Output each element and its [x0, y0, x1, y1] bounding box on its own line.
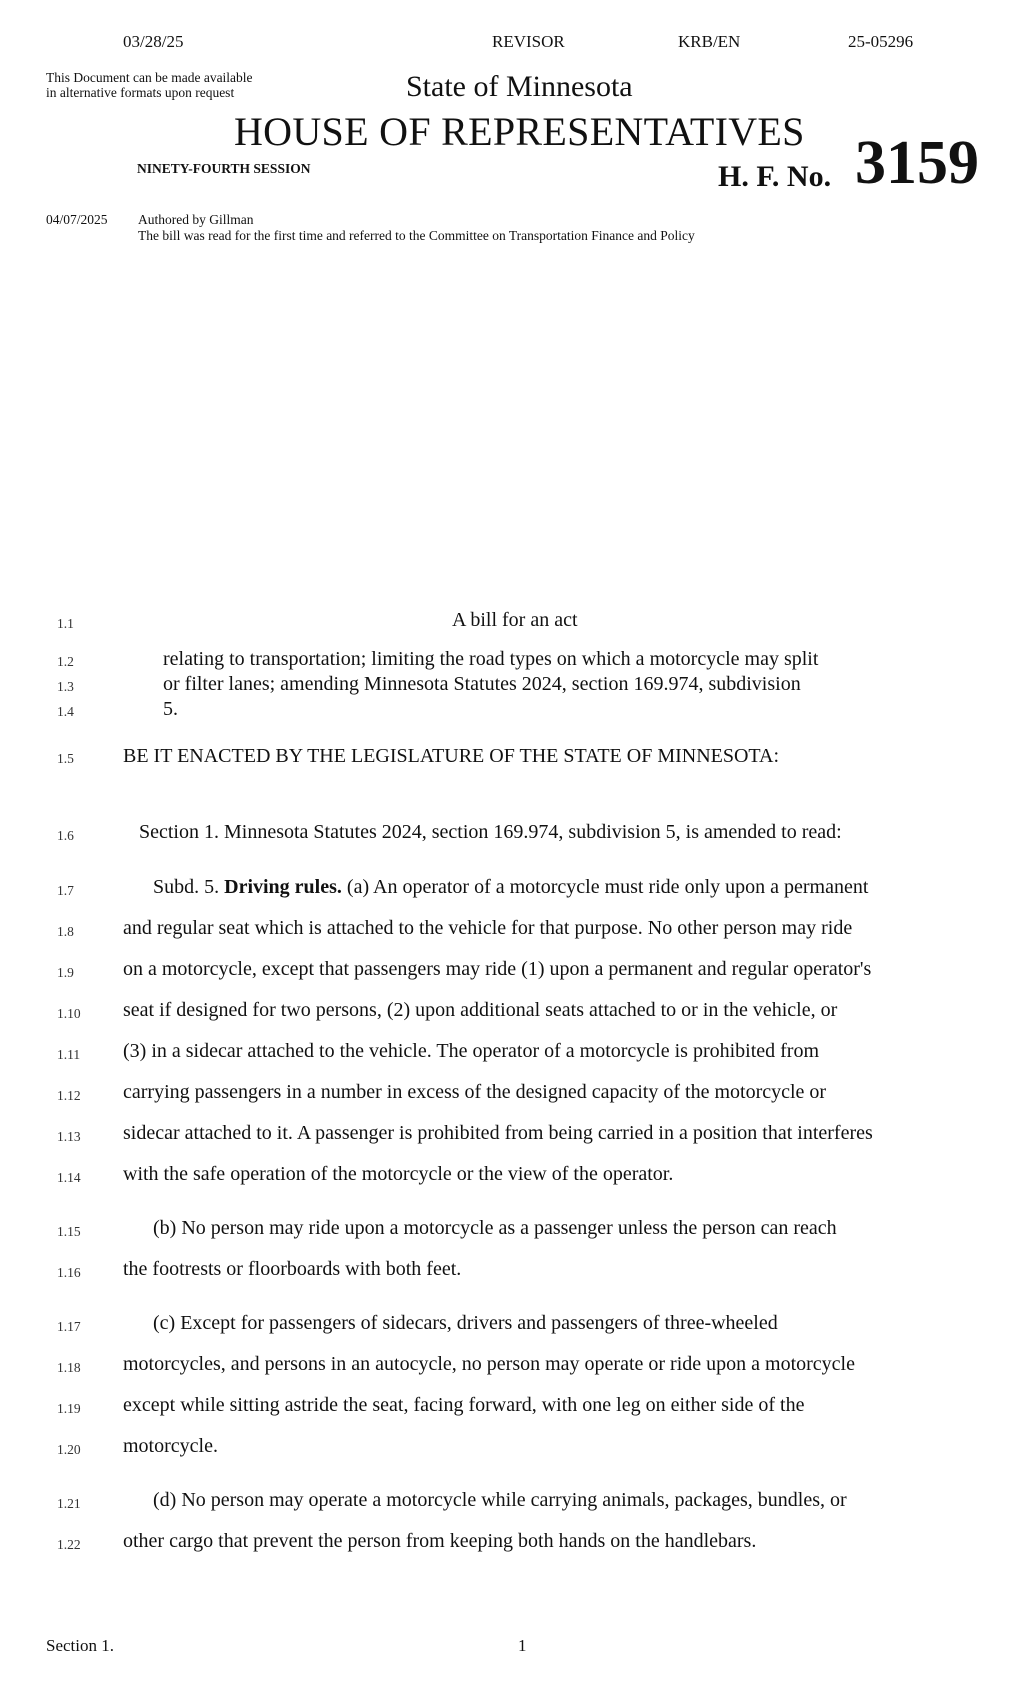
- notice-line-1: This Document can be made available: [46, 70, 253, 85]
- subd-text: (a) An operator of a motorcycle must ride only upon a permanent: [341, 876, 869, 898]
- body-line: (3) in a sidecar attached to the vehicle. The operator of a motorcycle is prohibited from: [123, 1040, 820, 1062]
- line-number: 1.9: [57, 965, 74, 980]
- section-heading: Section 1. Minnesota Statutes 2024, section 169.974, subdivision 5, is amended to read:: [139, 821, 842, 843]
- header-initials: KRB/EN: [678, 32, 741, 51]
- body-line: carrying passengers in a number in excess of the designed capacity of the motorcycle or: [123, 1081, 827, 1103]
- line-number: 1.12: [57, 1088, 81, 1103]
- body-line: sidecar attached to it. A passenger is prohibited from being carried in a position that interferes: [123, 1122, 873, 1144]
- title-line: or filter lanes; amending Minnesota Statutes 2024, section 169.974, subdivision: [163, 673, 801, 695]
- hf-number: 3159: [855, 129, 979, 197]
- line-number: 1.16: [57, 1265, 81, 1280]
- line-number: 1.19: [57, 1401, 81, 1416]
- body-line: other cargo that prevent the person from keeping both hands on the handlebars.: [123, 1530, 757, 1552]
- line-number: 1.15: [57, 1224, 81, 1239]
- body-line: except while sitting astride the seat, facing forward, with one leg on either side of the: [123, 1394, 805, 1416]
- subdivision-line: [153, 876, 868, 899]
- subd-prefix: Subd. 5.: [153, 876, 225, 898]
- line-number: 1.5: [57, 751, 74, 766]
- body-line: (d) No person may operate a motorcycle while carrying animals, packages, bundles, or: [153, 1489, 847, 1511]
- body-line: on a motorcycle, except that passengers may ride (1) upon a permanent and regular operator's: [123, 958, 872, 980]
- body-line: motorcycles, and persons in an autocycle, no person may operate or ride upon a motorcycle: [123, 1353, 855, 1375]
- body-line: seat if designed for two persons, (2) upon additional seats attached to or in the vehicle, or: [123, 999, 838, 1021]
- header-office: REVISOR: [492, 32, 565, 51]
- body-line: the footrests or floorboards with both feet.: [123, 1258, 462, 1280]
- line-number: 1.14: [57, 1170, 81, 1185]
- footer-section: Section 1.: [46, 1636, 114, 1655]
- line-number: 1.10: [57, 1006, 81, 1021]
- footer-page-number: 1: [518, 1636, 527, 1655]
- enacting-clause: BE IT ENACTED BY THE LEGISLATURE OF THE STATE OF MINNESOTA:: [123, 745, 780, 767]
- line-number: 1.6: [57, 828, 74, 843]
- body-line: motorcycle.: [123, 1435, 218, 1457]
- state-title: State of Minnesota: [406, 70, 633, 103]
- body-line: (b) No person may ride upon a motorcycle as a passenger unless the person can reach: [153, 1217, 837, 1239]
- body-line: and regular seat which is attached to the vehicle for that purpose. No other person may ride: [123, 917, 853, 939]
- chamber-title: HOUSE OF REPRESENTATIVES: [234, 109, 805, 154]
- line-number: 1.4: [57, 704, 74, 719]
- line-number: 1.21: [57, 1496, 81, 1511]
- line-number: 1.8: [57, 924, 74, 939]
- line-number: 1.18: [57, 1360, 81, 1375]
- action-authored: Authored by Gillman: [138, 212, 254, 227]
- body-line: with the safe operation of the motorcycle or the view of the operator.: [123, 1163, 674, 1185]
- bill-heading: A bill for an act: [452, 609, 578, 631]
- line-number: 1.22: [57, 1537, 81, 1552]
- action-date: 04/07/2025: [46, 212, 108, 227]
- action-referral: The bill was read for the first time and referred to the Committee on Transportation Finance and Policy: [138, 228, 695, 243]
- body-line: (c) Except for passengers of sidecars, drivers and passengers of three-wheeled: [153, 1312, 778, 1334]
- line-number: 1.7: [57, 883, 74, 898]
- session-label: NINETY-FOURTH SESSION: [137, 161, 311, 176]
- notice-line-2: in alternative formats upon request: [46, 85, 235, 100]
- title-line: 5.: [163, 698, 178, 720]
- line-number: 1.11: [57, 1047, 81, 1062]
- line-number: 1.13: [57, 1129, 81, 1144]
- line-number: 1.1: [57, 616, 74, 631]
- header-date: 03/28/25: [123, 32, 184, 51]
- header-doc-code: 25-05296: [848, 32, 914, 51]
- line-number: 1.2: [57, 654, 74, 669]
- title-line: relating to transportation; limiting the road types on which a motorcycle may split: [163, 648, 819, 670]
- line-number: 1.17: [57, 1319, 81, 1334]
- hf-label: H. F. No.: [718, 160, 832, 193]
- subd-heading: Driving rules.: [224, 876, 342, 898]
- line-number: 1.20: [57, 1442, 81, 1457]
- line-number: 1.3: [57, 679, 74, 694]
